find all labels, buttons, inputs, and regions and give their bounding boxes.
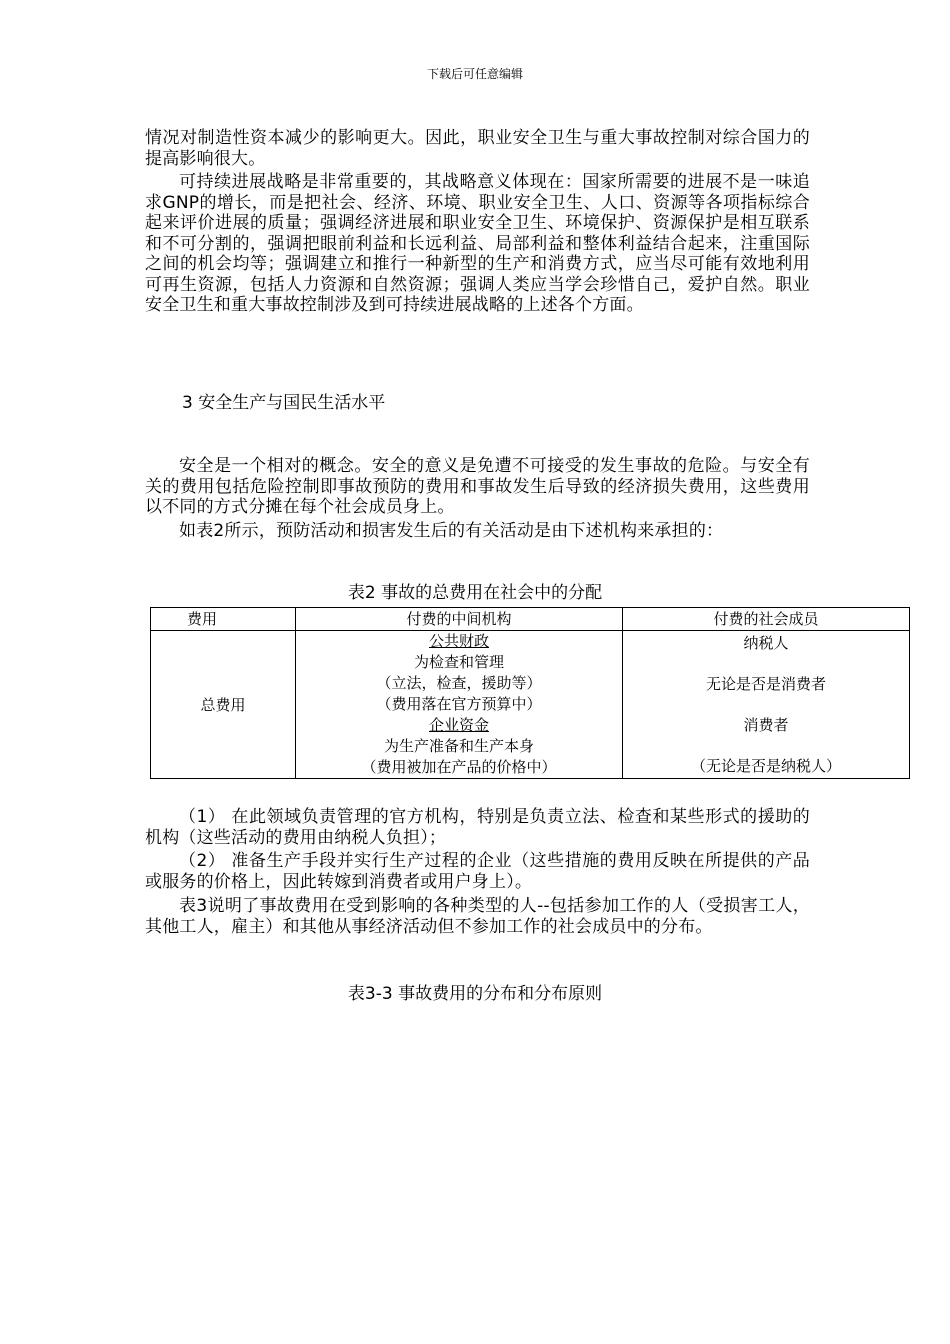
paragraph-6: （2） 准备生产手段并实行生产过程的企业（这些措施的费用反映在所提供的产品或服务的价格上，因此转嫁到消费者或用户身上）。 [145, 851, 810, 892]
header-cost: 费用 [151, 608, 296, 631]
section-heading: 3 安全生产与国民生活水平 [182, 393, 386, 413]
list-item: （费用被加在产品的价格中） [361, 758, 557, 776]
paragraph-2: 可持续进展战略是非常重要的，其战略意义体现在：国家所需要的进展不是一味追求GNP的增长，而是把社会、经济、环境、职业安全卫生、人口、资源等各项指标综合起来评价进展的质量；强调经济进展和职业安全卫生、环境保护、资源保护是相互联系和不可分割的，强调把眼前利益和长远利益、局部利益和整体利益结合起来，注重国际之间的机会均等；强调建立和推行一种新型的生产和消费方式，应当尽可能有效地利用可再生资源，包括人力资源和自然资源；强调人类应当学会珍惜自己，爱护自然。职业安全卫生和重大事故控制涉及到可持续进展战略的上述各个方面。 [145, 172, 810, 315]
list-item: （无论是否是纳税人） [690, 756, 841, 775]
paragraph-7: 表3说明了事故费用在受到影响的各种类型的人--包括参加工作的人（受损害工人，其他工人，雇主）和其他从事经济活动但不参加工作的社会成员中的分布。 [145, 896, 810, 937]
list-item: 公共财政 [428, 632, 489, 650]
list-item: 无论是否是消费者 [705, 674, 826, 693]
list-item: 消费者 [743, 715, 789, 734]
table-header-row [151, 608, 910, 631]
table3-caption: 表3-3 事故费用的分布和分布原则 [347, 984, 603, 1004]
table-row [151, 631, 910, 779]
paragraph-5: （1） 在此领域负责管理的官方机构，特别是负责立法、检查和某些形式的援助的机构（这些活动的费用由纳税人负担）； [145, 807, 810, 848]
paragraph-3: 安全是一个相对的概念。安全的意义是免遭不可接受的发生事故的危险。与安全有关的费用包括危险控制即事故预防的费用和事故发生后导致的经济损失费用，这些费用以不同的方式分摊在每个社会成员身上。 [145, 456, 810, 517]
paragraph-1: 情况对制造性资本减少的影响更大。因此，职业安全卫生与重大事故控制对综合国力的提高影响很大。 [145, 128, 810, 169]
list-item [623, 653, 909, 674]
page-header: 下载后可任意编辑 [426, 67, 523, 81]
list-item [623, 735, 909, 756]
cost-distribution-table [150, 607, 910, 779]
row-label-total-cost: 总费用 [151, 631, 296, 779]
header-intermediary: 付费的中间机构 [296, 608, 623, 631]
list-item: 为检查和管理 [413, 653, 504, 671]
header-members: 付费的社会成员 [623, 608, 910, 631]
table2-caption: 表2 事故的总费用在社会中的分配 [347, 583, 603, 603]
list-item: 纳税人 [743, 633, 789, 652]
intermediary-cell [296, 631, 623, 779]
list-item: （费用落在官方预算中） [376, 695, 542, 713]
list-item: （立法，检查，援助等） [376, 674, 542, 692]
list-item: 企业资金 [428, 716, 489, 734]
paragraph-4: 如表2所示，预防活动和损害发生后的有关活动是由下述机构来承担的： [179, 521, 724, 541]
members-cell [623, 631, 910, 779]
list-item: 为生产准备和生产本身 [383, 737, 534, 755]
list-item [623, 694, 909, 715]
